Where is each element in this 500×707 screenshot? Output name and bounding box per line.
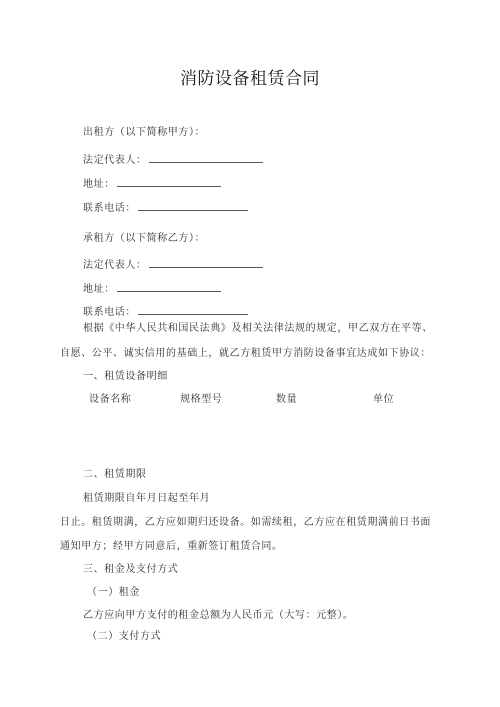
column-equipment-name: 设备名称 — [89, 394, 132, 405]
lessor-phone-field — [83, 199, 248, 216]
lessee-address-field — [83, 280, 221, 297]
lessor-heading: 出租方（以下简称甲方）： — [83, 127, 206, 138]
lessor-address-label: 地址： — [83, 179, 115, 190]
lessee-legal-rep-field — [83, 256, 263, 273]
preamble-line-1: 根据《中华人民共和国民法典》及相关法律法规的规定，甲乙双方在平等、 — [83, 323, 433, 334]
section-2-heading: 二、租赁期限 — [83, 469, 147, 480]
lessor-address-field — [83, 175, 221, 192]
rent-subheading: （一）租金 — [87, 587, 140, 598]
lessee-phone-field — [83, 303, 248, 320]
lessee-phone-blank — [138, 303, 248, 315]
lessee-address-blank — [117, 280, 221, 292]
lessor-address-blank — [117, 175, 221, 187]
term-line-1: 租赁期限自年月日起至年月 — [83, 493, 211, 504]
lessee-phone-label: 联系电话： — [83, 307, 136, 318]
lessor-phone-label: 联系电话： — [83, 203, 136, 214]
rent-text: 乙方应向甲方支付的租金总额为人民币元（大写：元整）。 — [83, 610, 354, 621]
lessee-heading: 承租方（以下简称乙方）： — [83, 233, 206, 244]
column-spec-model: 规格型号 — [180, 394, 223, 405]
document-title: 消防设备租赁合同 — [180, 69, 320, 89]
column-quantity: 数量 — [276, 394, 298, 405]
preamble-line-2: 自愿、公平、诚实信用的基础上，就乙方租赁甲方消防设备事宜达成如下协议： — [60, 348, 431, 359]
lessee-legal-rep-label: 法定代表人： — [83, 260, 147, 271]
lessor-phone-blank — [138, 199, 248, 211]
term-line-2: 日止。租赁期满，乙方应如期归还设备。如需续租，乙方应在租赁期满前日书面 — [60, 517, 431, 528]
term-line-3: 通知甲方；经甲方同意后，重新签订租赁合同。 — [60, 541, 283, 552]
lessor-legal-rep-field — [83, 151, 263, 168]
section-3-heading: 三、租金及支付方式 — [83, 564, 179, 575]
lessee-legal-rep-blank — [149, 256, 263, 268]
column-unit: 单位 — [373, 394, 395, 405]
lessor-legal-rep-blank — [149, 151, 263, 163]
section-1-heading: 一、租赁设备明细 — [83, 371, 168, 382]
lessor-legal-rep-label: 法定代表人： — [83, 155, 147, 166]
payment-subheading: （二）支付方式 — [87, 631, 162, 642]
lessee-address-label: 地址： — [83, 284, 115, 295]
